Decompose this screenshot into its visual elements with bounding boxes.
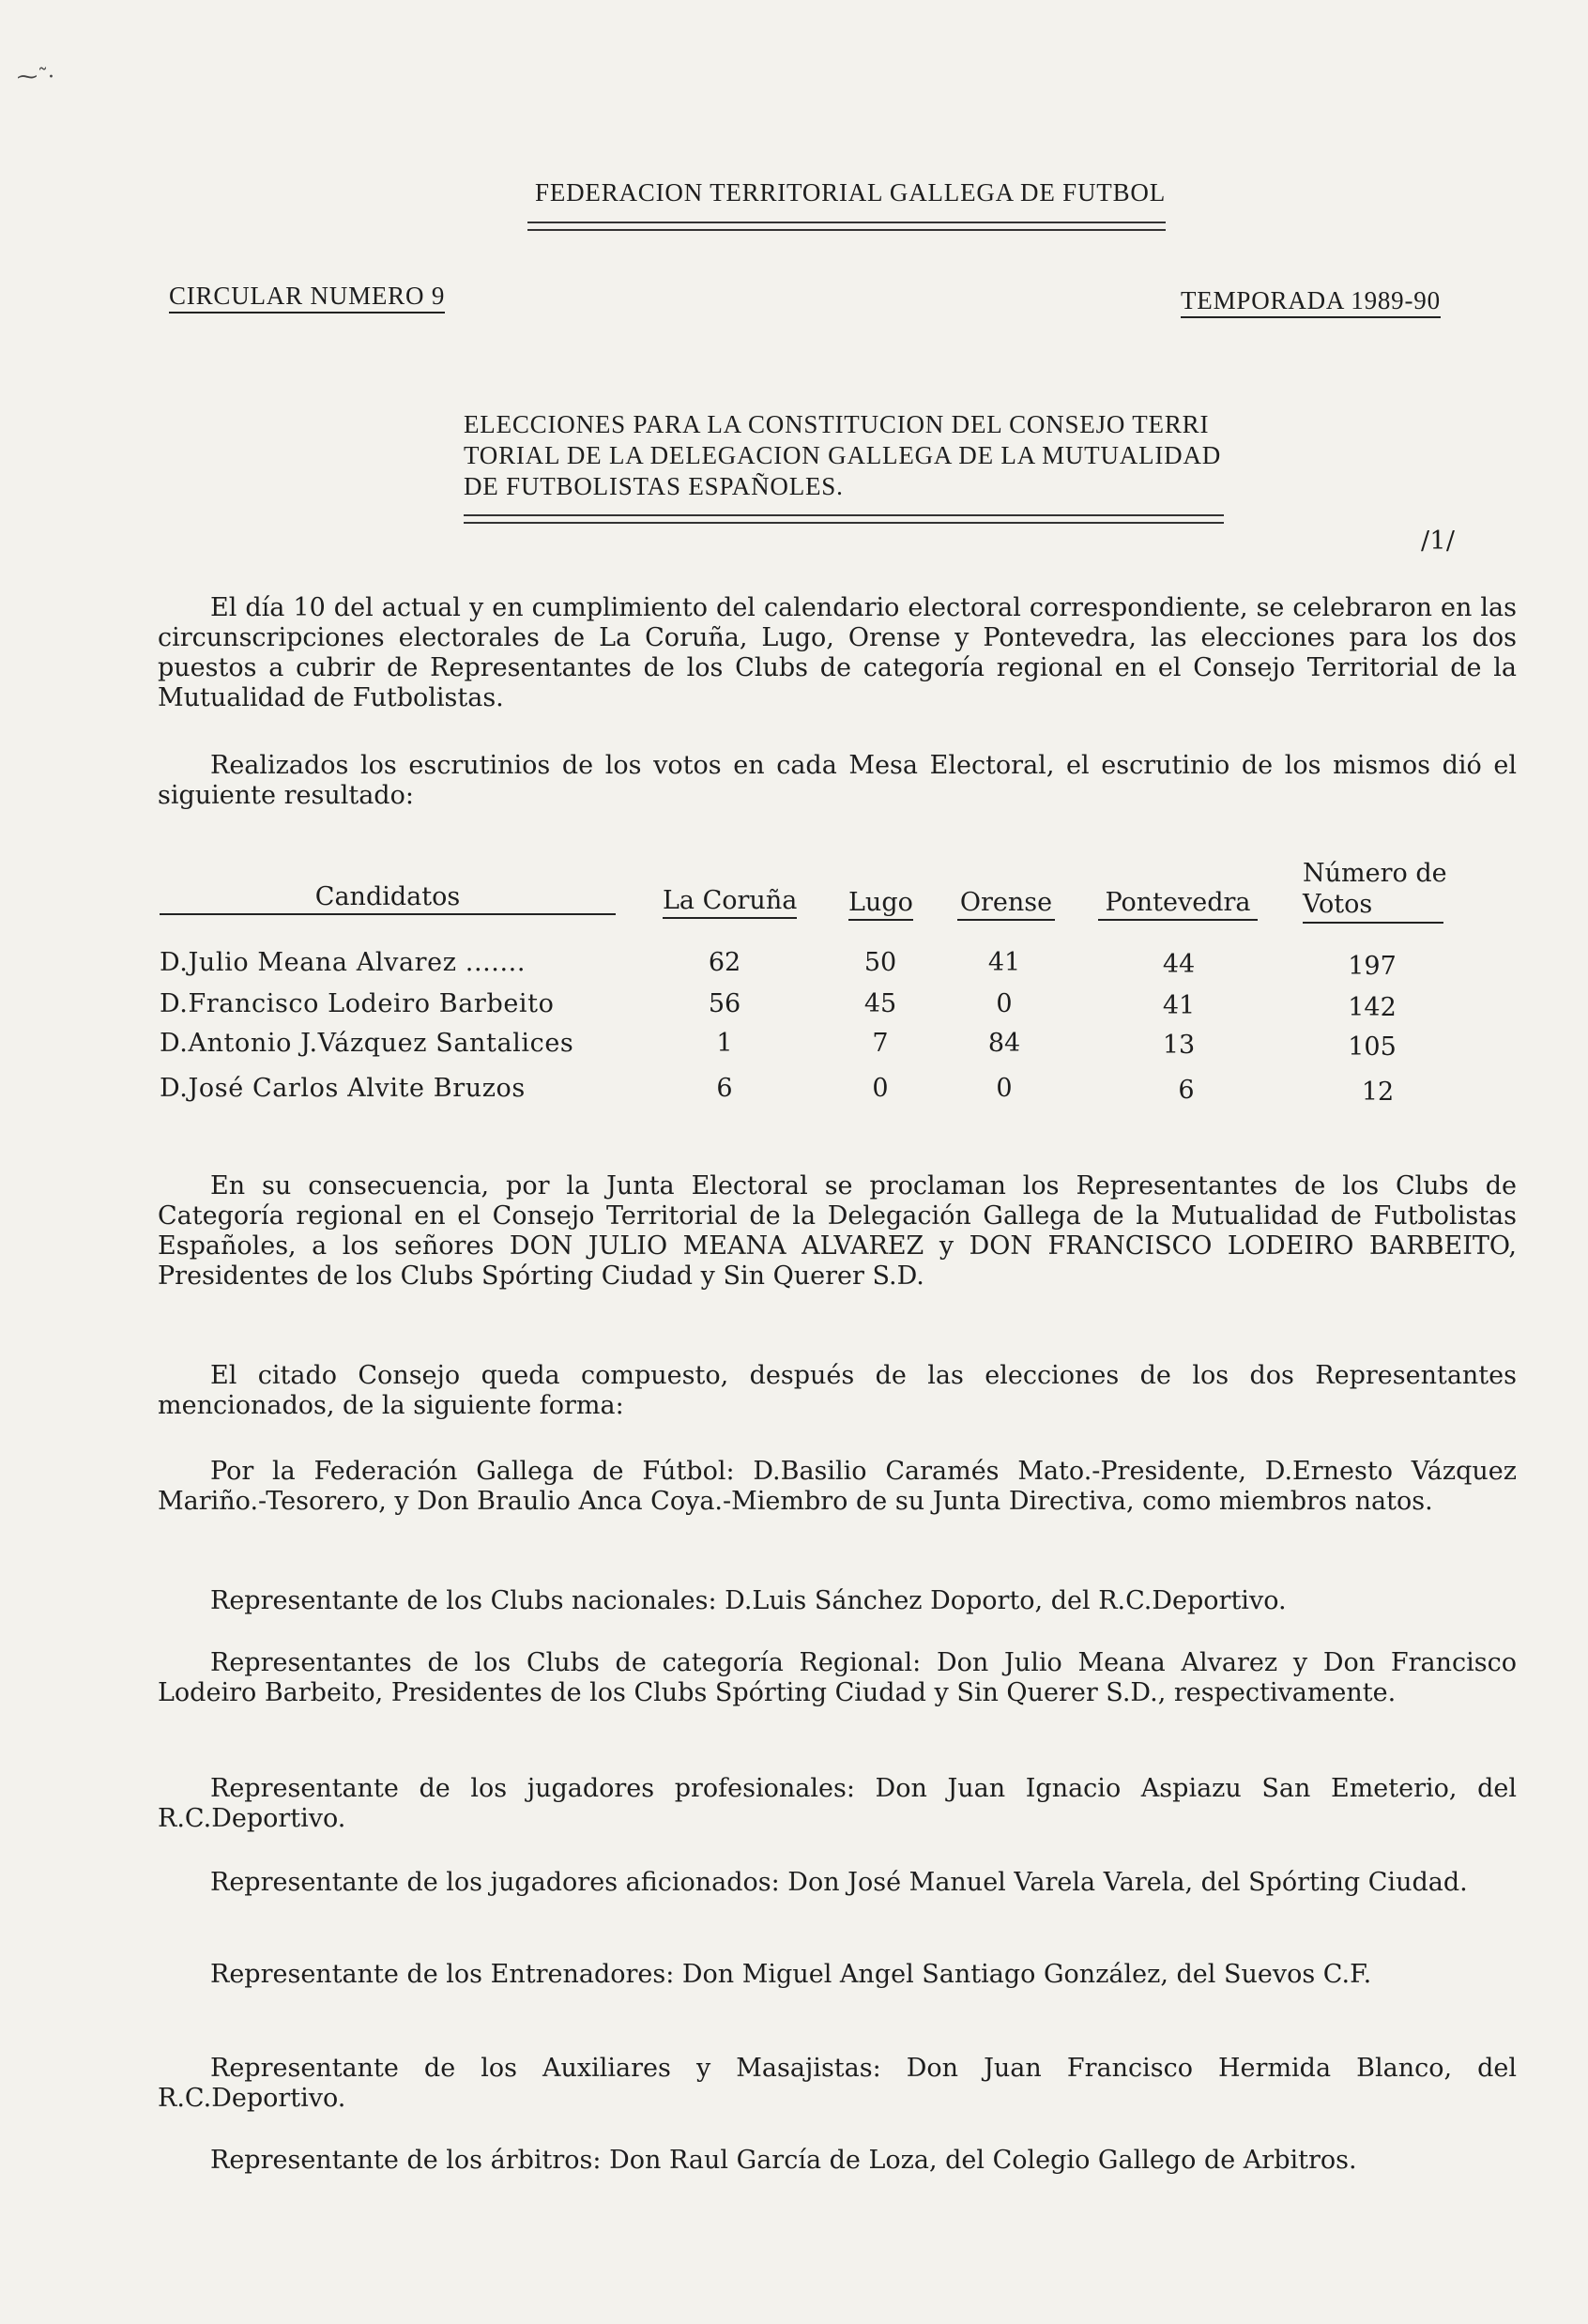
votes-pontevedra: 41 (1162, 991, 1196, 1020)
header-pontevedra: Pontevedra (1098, 888, 1258, 921)
votes-pontevedra: 13 (1162, 1031, 1196, 1060)
header-candidates: Candidatos (160, 882, 616, 915)
paragraph-council-composition: El citado Consejo queda compuesto, después de las elecciones de los dos Representantes mencionados, de la siguiente forma: (158, 1361, 1517, 1420)
paragraph-scrutiny: Realizados los escrutinios de los votos en cada Mesa Electoral, el escrutinio de los mismos dió el siguiente resultado: (158, 751, 1517, 810)
header-lugo: Lugo (848, 888, 913, 917)
votes-pontevedra: 6 (1178, 1076, 1195, 1105)
header-la-coruna: La Coruña (663, 886, 797, 915)
candidate-name: D.José Carlos Alvite Bruzos (160, 1074, 526, 1103)
votes-total: 197 (1348, 952, 1397, 981)
paragraph-national-clubs: Representante de los Clubs nacionales: D.Luis Sánchez Doporto, del R.C.Deportivo. (210, 1586, 1287, 1615)
votes-orense: 84 (987, 1029, 1021, 1058)
candidate-name: D.Antonio J.Vázquez Santalices (160, 1029, 574, 1058)
circular-number: CIRCULAR NUMERO 9 (169, 282, 445, 311)
paragraph-regional-clubs: Representantes de los Clubs de categoría Regional: Don Julio Meana Alvarez y Don Francisco Lodeiro Barbeito, Presidentes de los Clubs Spórting Ciudad y Sin Querer S.D., respectivamente. (158, 1648, 1517, 1707)
votes-orense: 0 (996, 1074, 1013, 1103)
organization-title: FEDERACION TERRITORIAL GALLEGA DE FUTBOL (535, 178, 1166, 206)
paragraph-assistants: Representante de los Auxiliares y Masajistas: Don Juan Francisco Hermida Blanco, del R.C.Deportivo. (158, 2054, 1517, 2113)
paragraph-referees: Representante de los árbitros: Don Raul García de Loza, del Colegio Gallego de Arbitros. (210, 2146, 1357, 2175)
margin-mark: ⁓˜· (17, 66, 54, 89)
votes-la-coruna: 6 (716, 1074, 733, 1103)
votes-orense: 0 (996, 989, 1013, 1018)
votes-total: 105 (1348, 1032, 1397, 1062)
votes-total: 142 (1348, 993, 1397, 1022)
votes-la-coruna: 62 (708, 948, 741, 977)
votes-pontevedra: 44 (1162, 950, 1196, 979)
votes-lugo: 45 (863, 989, 897, 1018)
votes-lugo: 50 (863, 948, 897, 977)
paragraph-professional-players: Representante de los jugadores profesionales: Don Juan Ignacio Aspiazu San Emeterio, del R.C.Deportivo. (158, 1774, 1517, 1833)
header-votes: Número de Votos (1303, 858, 1443, 924)
page-number: /1/ (1421, 527, 1456, 556)
votes-la-coruna: 1 (716, 1029, 733, 1058)
season: TEMPORADA 1989-90 (1181, 286, 1441, 315)
votes-la-coruna: 56 (708, 989, 741, 1018)
paragraph-proclamation: En su consecuencia, por la Junta Electoral se proclaman los Representantes de los Clubs de Categoría regional en el Consejo Territorial de la Delegación Gallega de la Mutualidad de Futbolistas Españoles, a los señores DON JULIO MEANA ALVAREZ y DON FRANCISCO LODEIRO BARBEITO, Presidentes de los Clubs Spórting Ciudad y Sin Querer S.D. (158, 1171, 1517, 1291)
paragraph-federation-members: Por la Federación Gallega de Fútbol: D.Basilio Caramés Mato.-Presidente, D.Ernesto Vázquez Mariño.-Tesorero, y Don Braulio Anca Coya.-Miembro de su Junta Directiva, como miembros natos. (158, 1457, 1517, 1516)
votes-lugo: 0 (872, 1074, 889, 1103)
paragraph-coaches: Representante de los Entrenadores: Don Miguel Angel Santiago González, del Suevos C.F. (210, 1960, 1372, 1989)
title-double-rule (527, 222, 1166, 231)
votes-total: 12 (1361, 1078, 1395, 1107)
votes-lugo: 7 (872, 1029, 889, 1058)
header-orense: Orense (957, 888, 1055, 921)
paragraph-election-date: El día 10 del actual y en cumplimiento del calendario electoral correspondiente, se celebraron en las circunscripciones electorales de La Coruña, Lugo, Orense y Pontevedra, las elecciones para los dos puestos a cubrir de Representantes de los Clubs de categoría regional en el Consejo Territorial de la Mutualidad de Futbolistas. (158, 593, 1517, 712)
subject-double-rule (464, 514, 1224, 524)
subject-heading: ELECCIONES PARA LA CONSTITUCION DEL CONSEJO TERRI TORIAL DE LA DELEGACION GALLEGA DE LA MUTUALIDAD DE FUTBOLISTAS ESPAÑOLES. (464, 410, 1222, 500)
votes-orense: 41 (987, 948, 1021, 977)
candidate-name: D.Julio Meana Alvarez ....... (160, 948, 527, 977)
paragraph-amateur-players: Representante de los jugadores aficionados: Don José Manuel Varela Varela, del Spórting Ciudad. (210, 1868, 1468, 1897)
candidate-name: D.Francisco Lodeiro Barbeito (160, 989, 555, 1018)
